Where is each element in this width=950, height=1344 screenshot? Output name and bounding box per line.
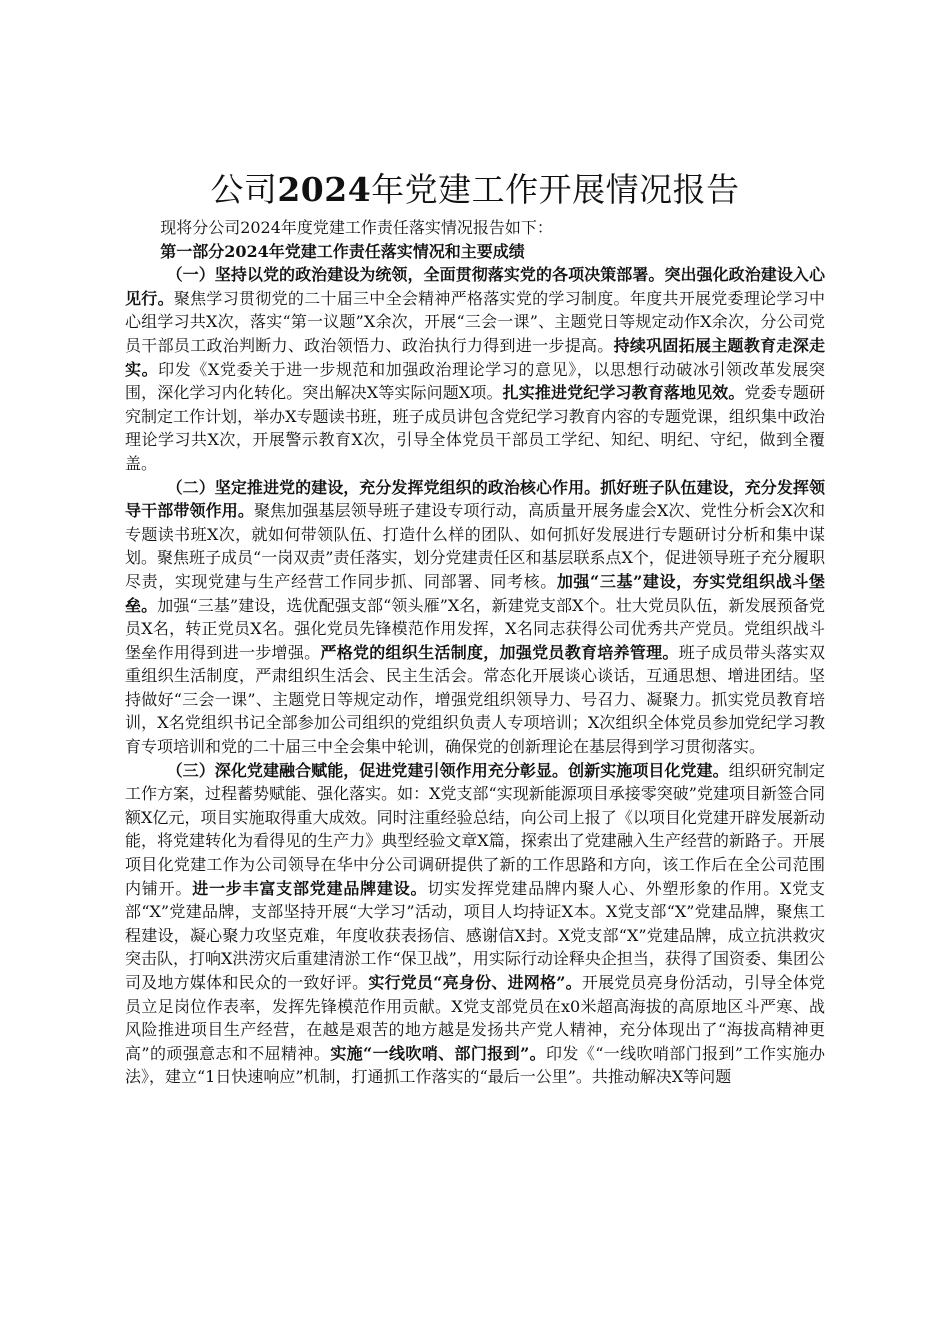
section-3-subheading-3: 实行党员“亮身份、进网格”。: [368, 973, 582, 992]
title-suffix: 年党建工作开展情况报告: [371, 170, 740, 209]
section-3-heading: （三）深化党建融合赋能，促进党建引领作用充分彰显。创新实施项目化党建。: [166, 760, 729, 780]
section-1-subheading-2: 持续巩固拓展主题教育走深走实。: [125, 335, 825, 379]
section-2-text-1: 聚焦加强基层领导班子建设专项行动，高质量开展务虚会X次、党性分析会X次和专题读书班X次，就如何带领队伍、打造什么样的团队、如何抓好发展进行专题研讨分析和集中谋划。聚焦班子成员“一岗双责”责任落实，划分党建责任区和基层联系点X个，促进领导班子充分履职尽责，实现党建与生产经营工作同步抓、同部署、同考核。: [125, 501, 825, 591]
section-3-paragraph: [125, 759, 825, 1089]
section-2-text-3: 班子成员带头落实双重组织生活制度，严肃组织生活会、民主生活会。常态化开展谈心谈话，互通思想、增进团结。坚持做好“三会一课”、主题党日等规定动作，增强党组织领导力、号召力、凝聚力。抓实党员教育培训，X名党组织书记全部参加公司组织的党组织负责人专项培训；X次组织全体党员参加党纪学习教育专项培训和党的二十届三中全会集中轮训，确保党的创新理论在基层得到学习贯彻落实。: [125, 642, 825, 757]
section-1-heading: （一）坚持以党的政治建设为统领，全面贯彻落实党的各项决策部署。突出强化政治建设入心见行。: [125, 265, 825, 308]
title-prefix: 公司: [210, 170, 278, 209]
section-3-text-3: 开展党员亮身份活动，引导全体党员立足岗位作表率，发挥先锋模范作用贡献。X党支部党员在x0米超高海拔的高原地区斗严寒、战风险推进项目生产经营，在越是艰苦的地方越是发扬共产党人精神，充分体现出了“海拔高精神更高”的顽强意志和不屈精神。: [125, 973, 825, 1063]
section-1-text-1: 聚焦学习贯彻党的二十届三中全会精神严格落实党的学习制度。年度共开展党委理论学习中心组学习共X次，落实“第一议题”X余次，开展“三会一课”、主题党日等规定动作X余次，分公司党员干部员工政治判断力、政治领悟力、政治执行力得到进一步提高。: [125, 288, 825, 355]
intro-paragraph: 现将分公司2024年度党建工作责任落实情况报告如下：: [160, 218, 553, 237]
document-title: [0, 170, 950, 210]
section-2-text-2: 加强“三基”建设，选优配强支部“领头雁”X名，新建党支部X个。壮大党员队伍，新发展预备党员X名，转正党员X名。强化党员先锋模范作用发挥，X名同志获得公司优秀共产党员。党组织战斗堡垒作用得到进一步增强。: [125, 595, 825, 662]
section-1-paragraph: [125, 263, 825, 475]
section-3-text-1: 组织研究制定工作方案，过程蓄势赋能、强化落实。如：X党支部“实现新能源项目承接零突破”党建项目新签合同额X亿元，项目实施取得重大成效。同时注重经验总结，向公司上报了《以项目化党建开辟发展新动能，将党建转化为看得见的生产力》典型经验文章X篇，探索出了党建融入生产经营的新路子。开展项目化党建工作为公司领导在华中分公司调研提供了新的工作思路和方向，该工作后在全公司范围内铺开。: [125, 760, 825, 898]
section-2-subheading-3: 严格党的组织生活制度，加强党员教育培养管理。: [320, 642, 679, 662]
section-3-text-4: 印发《“一线吹哨部门报到”工作实施办法》，建立“1日快速响应”机制，打通抓工作落实的“最后一公里”。共推动解决X等问题: [125, 1043, 825, 1087]
section-3-subheading-2: 进一步丰富支部党建品牌建设。: [192, 878, 428, 898]
section-1-text-2: 印发《X党委关于进一步规范和加强政治理论学习的意见》，以思想行动破冰引领改革发展突围，深化学习内化转化。突出解决X等实际问题X项。: [125, 359, 825, 403]
document-body: [125, 216, 825, 1089]
section-3-subheading-4: 实施“一线吹哨、部门报到”。: [330, 1043, 547, 1063]
section-2-subheading-2: 加强“三基”建设，夯实党组织战斗堡垒。: [125, 571, 825, 615]
section-2-heading: （二）坚定推进党的建设，充分发挥党组织的政治核心作用。抓好班子队伍建设，充分发挥领导干部带领作用。: [125, 477, 825, 521]
section-2-paragraph: [125, 476, 825, 759]
section-1-text-3: 党委专题研究制定工作计划，举办X专题读书班，班子成员讲包含党纪学习教育内容的专题党课，组织集中政治理论学习共X次，开展警示教育X次，引导全体党员干部员工学纪、知纪、明纪、守纪，做到全覆盖。: [125, 383, 825, 473]
title-year: 2024: [277, 170, 372, 209]
section-3-text-2: 切实发挥党建品牌内聚人心、外塑形象的作用。X党支部“X”党建品牌，支部坚持开展“大学习”活动，项目人均持证X本。X党支部“X”党建品牌，聚焦工程建设，凝心聚力攻坚克难，年度收获表扬信、感谢信X封。X党支部“X”党建品牌，成立抗洪救灾突击队，打响X洪涝灾后重建清淤工作“保卫战”，用实际行动诠释央企担当，获得了国资委、集团公司及地方媒体和民众的一致好评。: [125, 878, 825, 992]
part1-heading: 第一部分2024年党建工作责任落实情况和主要成绩: [160, 241, 525, 261]
section-1-subheading-3: 扎实推进党纪学习教育落地见效。: [502, 383, 745, 403]
